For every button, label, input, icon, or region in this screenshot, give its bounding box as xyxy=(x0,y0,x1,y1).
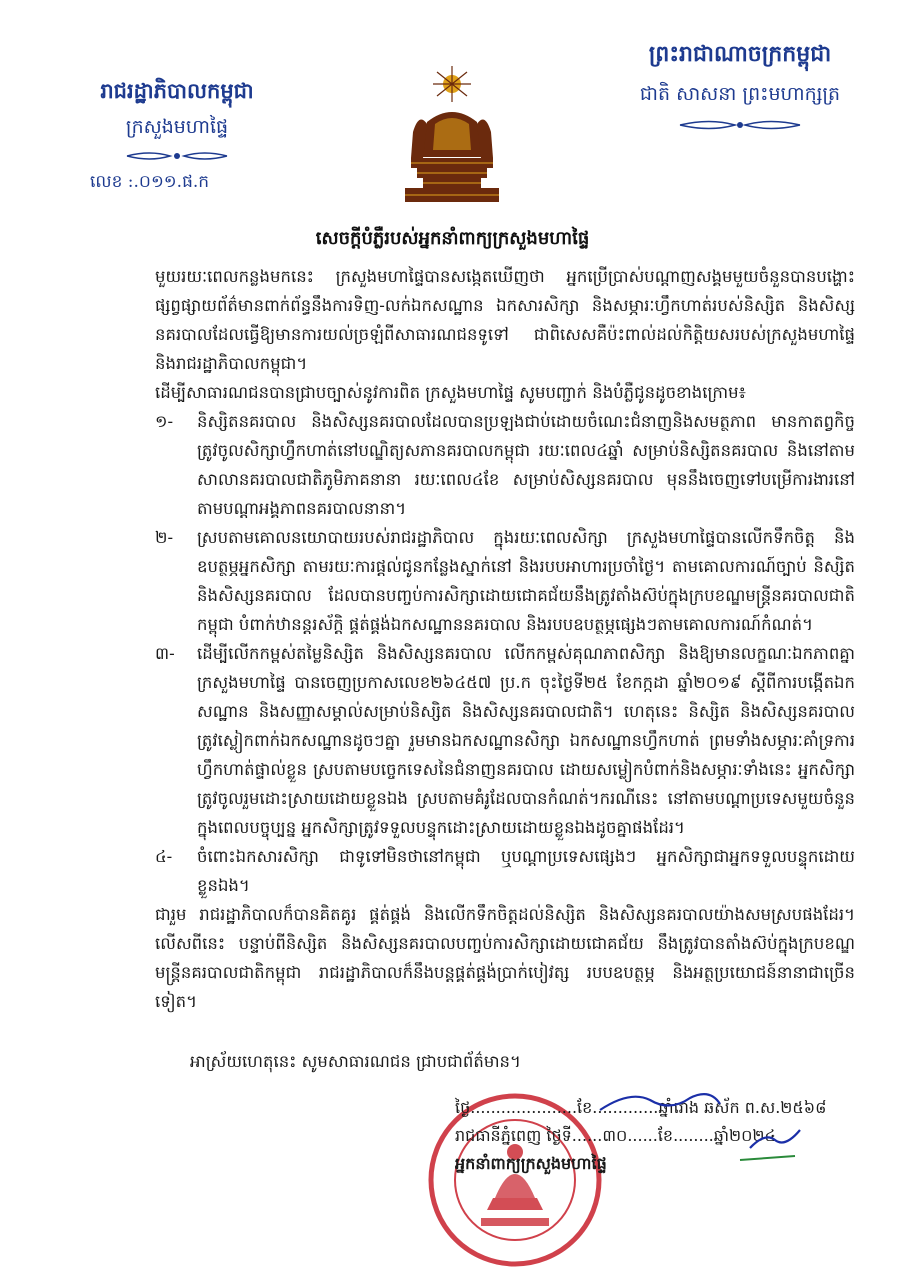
intro-paragraph: មួយរយៈពេលកន្លងមកនេះ ក្រសួងមហាផ្ទៃបានសង្កេតឃើញថា អ្នកប្រើប្រាស់បណ្តាញសង្គមមួយចំនួនបានបង្ហោះផ្សព្វផ្សាយព័ត៌មានពាក់ព័ន្ធនឹងការទិញ-លក់ឯកសណ្ឋាន ឯកសារសិក្សា និងសម្ភារៈហ្វឹកហាត់របស់និស្សិត និងសិស្សនគរបាលដែលធ្វើឱ្យមានការយល់ច្រឡំពីសាធារណជនទូទៅ ជាពិសេសគឺប៉ះពាល់ដល់កិត្តិយសរបស់ក្រសួងមហាផ្ទៃ និងរាជរដ្ឋាភិបាលកម្ពុជា។ xyxy=(155,267,855,373)
list-item xyxy=(155,842,855,900)
handwritten-signature-icon xyxy=(560,1070,810,1190)
closing-line: អាស្រ័យហេតុនេះ សូមសាធារណជន ជ្រាបជាព័ត៌មាន។ xyxy=(190,1052,521,1071)
conclusion-paragraph: ជារួម រាជរដ្ឋាភិបាលក៏បានគិតគូរ ផ្គត់ផ្គង់ និងលើកទឹកចិត្តដល់និស្សិត និងសិស្សនគរបាលយ៉ាងសមស្របផងដែរ។ លើសពីនេះ បន្ទាប់ពីនិស្សិត និងសិស្សនគរបាលបញ្ចប់ការសិក្សាដោយជោគជ័យ នឹងត្រូវបានតាំងស៊ប់ក្នុងក្របខណ្ឌមន្ត្រីនគរបាលជាតិកម្ពុជា រាជរដ្ឋាភិបាលក៏នឹងបន្តផ្គត់ផ្គង់ប្រាក់បៀវត្ស របបឧបត្ថម្ភ និងអត្ថប្រយោជន៍នានាជាច្រើនទៀត។ xyxy=(155,905,855,1011)
kingdom-header xyxy=(615,40,865,132)
list-item-number: ៤- xyxy=(155,847,173,866)
ornament-divider-icon xyxy=(675,118,805,132)
list-item xyxy=(155,639,855,842)
reference-number: លេខ :.០១១.ផ.ក xyxy=(90,172,210,192)
kingdom-title: ព្រះរាជាណាចក្រកម្ពុជា xyxy=(648,41,832,67)
government-name: រាជរដ្ឋាភិបាលកម្ពុជា xyxy=(100,78,254,103)
lead-paragraph: ដើម្បីសាធារណជនបានជ្រាបច្បាស់នូវការពិត ក្រសួងមហាផ្ទៃ សូមបញ្ជាក់ និងបំភ្លឺជូនដូចខាងក្រោម៖ xyxy=(155,383,746,402)
ministry-emblem-icon xyxy=(397,62,507,212)
list-item xyxy=(155,407,855,523)
list-item-number: ១- xyxy=(155,412,174,431)
document-title: សេចក្តីបំភ្លឺរបស់អ្នកនាំពាក្យក្រសួងមហាផ្ទៃ xyxy=(315,228,590,249)
signatory-title: អ្នកនាំពាក្យក្រសួងមហាផ្ទៃ xyxy=(455,1154,607,1173)
list-item-number: ២- xyxy=(155,528,174,547)
list-item-text: ស្របតាមគោលនយោបាយរបស់រាជរដ្ឋាភិបាល ក្នុងរយៈពេលសិក្សា ក្រសួងមហាផ្ទៃបានលើកទឹកចិត្ត និងឧបត្ថម្ភអ្នកសិក្សា តាមរយៈការផ្តល់ជូនកន្លែងស្នាក់នៅ និងរបបអាហារប្រចាំថ្ងៃ។ តាមគោលការណ៍ច្បាប់ និស្សិត និងសិស្សនគរបាល ដែលបានបញ្ចប់ការសិក្សាដោយជោគជ័យនឹងត្រូវតាំងស៊ប់ក្នុងក្របខណ្ឌមន្ត្រីនគរបាលជាតិកម្ពុជា បំពាក់ឋានន្តរស័ក្តិ ផ្គត់ផ្គង់ឯកសណ្ឋាននគរបាល និងរបបឧបត្ថម្ភផ្សេងៗតាមគោលការណ៍កំណត់។ xyxy=(197,528,855,634)
ministry-header xyxy=(62,78,292,196)
list-item-text: ចំពោះឯកសារសិក្សា ជាទូទៅមិនថានៅកម្ពុជា ឬបណ្តាប្រទេសផ្សេងៗ អ្នកសិក្សាជាអ្នកទទួលបន្ទុកដោយខ្លួនឯង។ xyxy=(197,847,855,895)
kingdom-motto: ជាតិ សាសនា ព្រះមហាក្សត្រ xyxy=(639,83,841,105)
lunar-date: ថ្ងៃ.....................ខែ.............ឆ្នាំរោង ឆស័ក ព.ស.២៥៦៨ xyxy=(455,1098,827,1117)
document-body xyxy=(155,262,855,1016)
solar-date: រាជធានីភ្នំពេញ ថ្ងៃទី......៣០......ខែ........ឆ្នាំ២០២៤ xyxy=(455,1126,776,1145)
list-item-number: ៣- xyxy=(155,644,175,663)
list-item xyxy=(155,523,855,639)
ornament-divider-icon xyxy=(122,149,232,163)
list-item-text: ដើម្បីលើកកម្ពស់តម្លៃនិស្សិត និងសិស្សនគរបាល លើកកម្ពស់គុណភាពសិក្សា និងឱ្យមានលក្ខណៈឯកភាពគ្នា ក្រសួងមហាផ្ទៃ បានចេញប្រកាសលេខ២៦៤៥៧ ប្រ.ក ចុះថ្ងៃទី២៥ ខែកក្កដា ឆ្នាំ២០១៩ ស្តីពីការបង្កើតឯកសណ្ឋាន និងសញ្ញាសម្គាល់សម្រាប់និស្សិត និងសិស្សនគរបាលជាតិ។ ហេតុនេះ និស្សិត និងសិស្សនគរបាល ត្រូវស្លៀកពាក់ឯកសណ្ឋានដូចៗគ្នា រួមមានឯកសណ្ឋានសិក្សា ឯកសណ្ឋានហ្វឹកហាត់ ព្រមទាំងសម្ភារៈគាំទ្រការហ្វឹកហាត់ផ្ទាល់ខ្លួន ស្របតាមបច្ចេកទេសនៃជំនាញនគរបាល ដោយសម្លៀកបំពាក់និងសម្ភារៈទាំងនេះ អ្នកសិក្សាត្រូវចូលរួមដោះស្រាយដោយខ្លួនឯង ស្របតាមគំរូដែលបានកំណត់។ករណីនេះ នៅតាមបណ្តាប្រទេសមួយចំនួនក្នុងពេលបច្ចុប្បន្ន អ្នកសិក្សាត្រូវទទួលបន្ទុកដោះស្រាយដោយខ្លួនឯងដូចគ្នាផងដែរ។ xyxy=(197,644,855,837)
list-item-text: និស្សិតនគរបាល និងសិស្សនគរបាលដែលបានប្រឡងជាប់ដោយចំណេះជំនាញនិងសមត្ថភាព មានកាតព្វកិច្ចត្រូវចូលសិក្សាហ្វឹកហាត់នៅបណ្ឌិត្យសភានគរបាលកម្ពុជា រយៈពេល៤ឆ្នាំ សម្រាប់និស្សិតនគរបាល និងនៅតាមសាលានគរបាលជាតិភូមិភាគនានា រយៈពេល៤ខែ សម្រាប់សិស្សនគរបាល មុននឹងចេញទៅបម្រើការងារនៅតាមបណ្តាអង្គភាពនគរបាលនានា។ xyxy=(197,412,855,518)
ministry-name: ក្រសួងមហាផ្ទៃ xyxy=(125,116,229,138)
